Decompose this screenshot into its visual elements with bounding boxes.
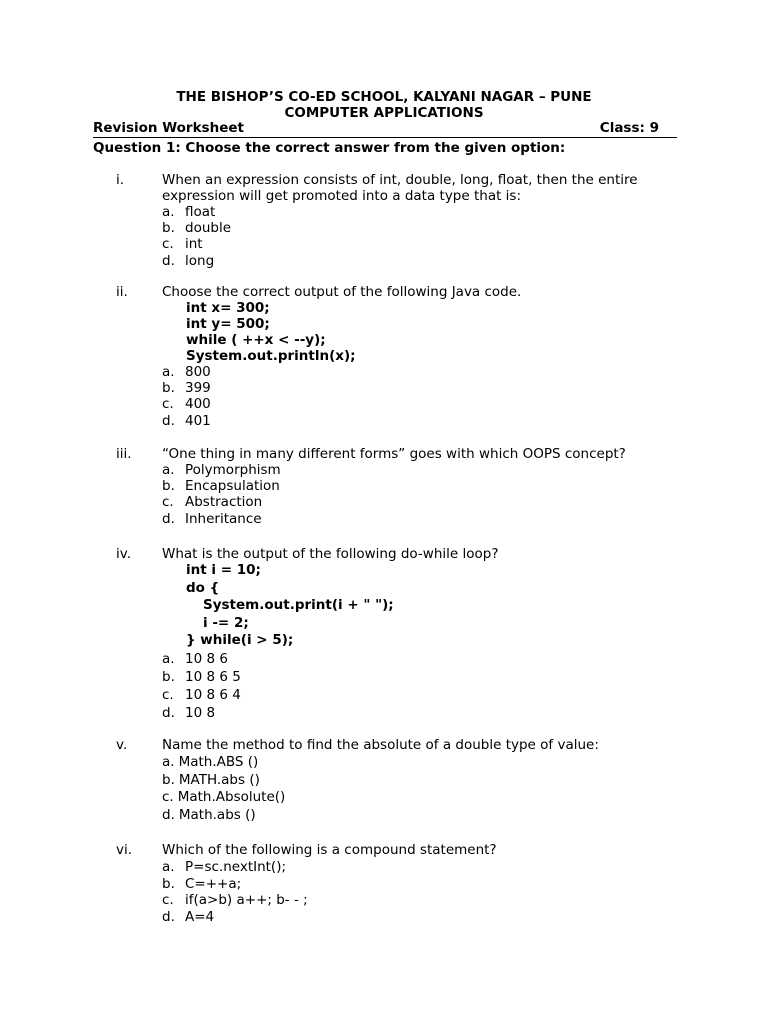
option-item: a. P=sc.nextInt(); <box>162 859 287 875</box>
option-item: c. Abstraction <box>162 494 263 511</box>
code-block <box>186 562 678 650</box>
option-item: b. double <box>162 220 232 237</box>
question-number: i. <box>116 172 125 188</box>
code-line: int x= 300; <box>186 300 270 316</box>
options-list <box>162 364 678 429</box>
question-stem: What is the output of the following do-while loop? <box>162 546 499 562</box>
code-line: int y= 500; <box>186 316 270 332</box>
code-line: int i = 10; <box>186 562 261 578</box>
option-item: d. 401 <box>162 412 211 429</box>
header-divider <box>93 137 677 138</box>
school-name: THE BISHOP’S CO-ED SCHOOL, KALYANI NAGAR – PUNE <box>176 89 592 105</box>
question-stem: When an expression consists of int, double, long, float, then the entire expression will get promoted into a data type that is: <box>162 172 638 204</box>
question-stem: Name the method to find the absolute of a double type of value: <box>162 737 599 753</box>
option-item: b. MATH.abs () <box>162 771 260 788</box>
question-number: vi. <box>116 842 133 858</box>
section-title: Question 1: Choose the correct answer from the given option: <box>93 140 566 156</box>
subject-title: COMPUTER APPLICATIONS <box>284 105 484 121</box>
option-item: d. Math.abs () <box>162 806 256 823</box>
question-number: iv. <box>116 546 131 562</box>
code-line: while ( ++x < --y); <box>186 332 326 348</box>
option-item: a. Polymorphism <box>162 462 281 478</box>
options-list <box>162 204 678 269</box>
question-number: ii. <box>116 284 128 300</box>
code-line: } while(i > 5); <box>186 632 294 649</box>
option-item: b. 10 8 6 5 <box>162 668 241 685</box>
question-stem: Which of the following is a compound statement? <box>162 842 497 858</box>
options-list <box>162 754 678 824</box>
option-item: a. Math.ABS () <box>162 754 259 770</box>
question-stem: “One thing in many different forms” goes with which OOPS concept? <box>162 446 626 462</box>
worksheet-header-row <box>93 120 677 136</box>
code-line: do { <box>186 579 220 596</box>
options-list <box>162 859 678 925</box>
code-line: System.out.print(i + " "); <box>203 597 394 614</box>
option-item: b. 399 <box>162 380 211 397</box>
class-label: Class: 9 <box>599 120 659 136</box>
worksheet-title: Revision Worksheet <box>93 120 244 136</box>
option-item: b. Encapsulation <box>162 478 280 495</box>
option-item: d. Inheritance <box>162 510 262 527</box>
code-block <box>186 300 678 364</box>
option-item: d. long <box>162 252 215 269</box>
option-item: a. 10 8 6 <box>162 650 228 667</box>
option-item: c. Math.Absolute() <box>162 789 286 805</box>
option-item: b. C=++a; <box>162 875 242 892</box>
option-item: a. 800 <box>162 364 211 380</box>
question-number: v. <box>116 737 128 753</box>
options-list <box>162 462 678 527</box>
option-item: c. if(a>b) a++; b- - ; <box>162 892 308 908</box>
option-item: c. 400 <box>162 396 211 413</box>
option-item: a. float <box>162 204 216 220</box>
code-line: System.out.println(x); <box>186 348 356 364</box>
option-item: c. int <box>162 236 203 253</box>
question-stem: Choose the correct output of the following Java code. <box>162 284 522 300</box>
option-item: c. 10 8 6 4 <box>162 686 241 703</box>
code-line: i -= 2; <box>203 614 249 631</box>
question-number: iii. <box>116 446 132 462</box>
option-item: d. A=4 <box>162 908 215 925</box>
option-item: d. 10 8 <box>162 704 216 721</box>
options-list <box>162 650 678 722</box>
